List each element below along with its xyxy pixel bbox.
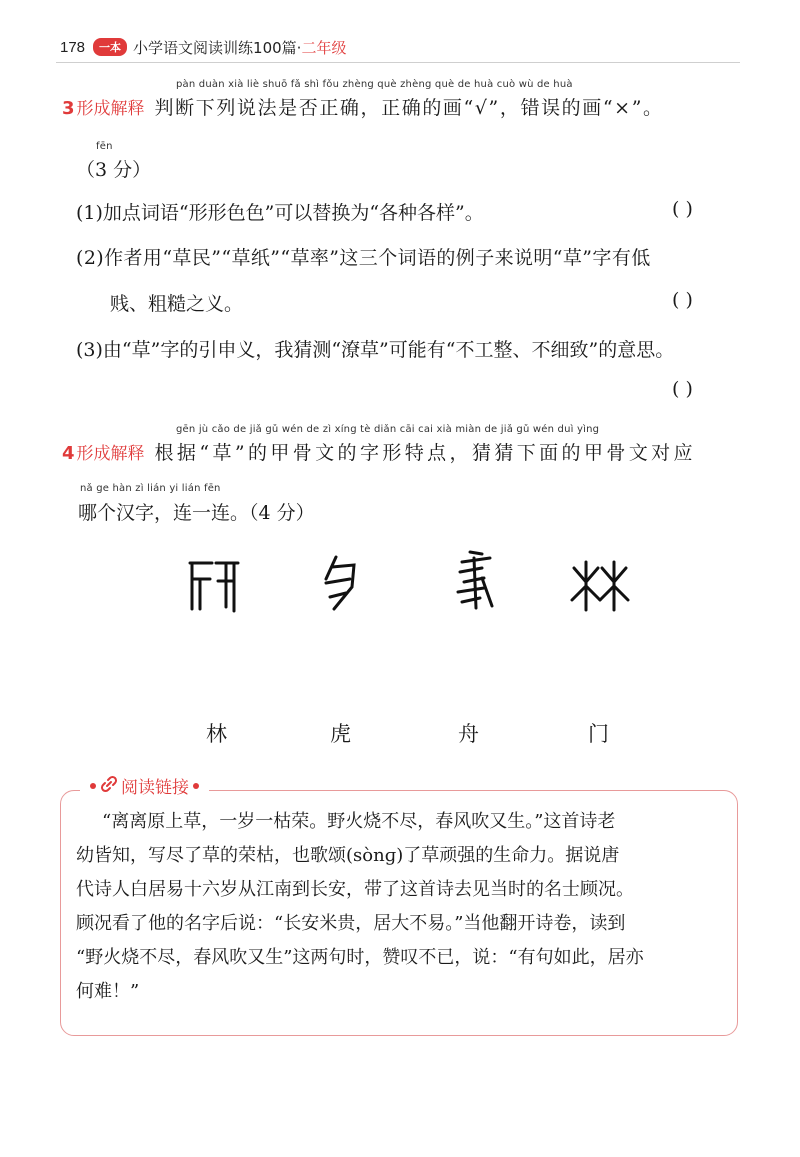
- reading-line-2: 幼皆知，写尽了草的荣枯，也歌颂(sònɡ)了草顽强的生命力。据说唐: [76, 845, 620, 866]
- match-character-lin[interactable]: 林: [206, 722, 227, 746]
- q3-item-2: (2)作者用“草民”“草纸”“草率”这三个词语的例子来说明“草”字有低: [76, 247, 651, 269]
- book-title: 小学语文阅读训练100篇·: [133, 38, 302, 57]
- q4-tag: 形成解释: [76, 444, 145, 464]
- q4-pinyin: gēn jù cǎo de jiǎ gǔ wén de zì xíng tè diǎn cāi cai xià miàn de jiǎ gǔ wén duì yìng: [176, 424, 600, 435]
- q4-heading: [62, 438, 696, 465]
- q3-answer-3[interactable]: ( ): [672, 378, 693, 400]
- oracle-bone-door-glyph[interactable]: [186, 557, 242, 615]
- grade-label: 二年级: [301, 38, 347, 57]
- q3-number: 3: [62, 98, 75, 119]
- match-character-men[interactable]: 门: [588, 722, 609, 746]
- q3-heading: [62, 93, 664, 120]
- match-character-zhou[interactable]: 舟: [458, 722, 479, 746]
- oracle-bone-tiger-glyph[interactable]: [452, 548, 500, 616]
- link-icon: [100, 775, 118, 797]
- q4-number: 4: [62, 443, 75, 464]
- q3-instruction: 判断下列说法是否正确，正确的画“√”，错误的画“×”。: [154, 97, 664, 119]
- header-divider: [56, 62, 740, 63]
- q3-answer-1[interactable]: ( ): [672, 198, 693, 220]
- title-dot-left: [90, 783, 96, 789]
- q3-tag: 形成解释: [76, 99, 145, 119]
- q4-pinyin-2: nǎ ge hàn zì lián yi lián fēn: [80, 483, 221, 494]
- oracle-bone-boat-glyph[interactable]: [322, 553, 362, 617]
- series-logo: 一本: [93, 38, 127, 56]
- q3-score: （3 分）: [76, 159, 152, 181]
- q3-item-2-continuation: 贱、粗糙之义。: [110, 293, 244, 315]
- q3-pinyin: pàn duàn xià liè shuō fǎ shì fǒu zhèng què zhèng què de huà cuò wù de huà: [176, 79, 573, 90]
- page-number: 178: [60, 38, 86, 56]
- reading-line-1: “离离原上草，一岁一枯荣。野火烧不尽，春风吹又生。”这首诗老: [102, 811, 616, 832]
- match-character-hu[interactable]: 虎: [330, 722, 351, 746]
- page-header: [60, 34, 346, 60]
- reading-line-5: “野火烧不尽，春风吹又生”这两句时，赞叹不已，说：“有句如此，居亦: [76, 947, 644, 968]
- reading-line-4: 顾况看了他的名字后说：“长安米贵，居大不易。”当他翻开诗卷，读到: [76, 913, 626, 934]
- q3-item-1: (1)加点词语“形形色色”可以替换为“各种各样”。: [76, 202, 484, 224]
- q3-score-pinyin: fēn: [96, 141, 113, 152]
- reading-line-6: 何难！”: [76, 981, 140, 1002]
- q4-instruction-2: 哪个汉字，连一连。（4 分）: [78, 502, 315, 524]
- reading-link-label: 阅读链接: [121, 778, 189, 798]
- oracle-bone-forest-glyph[interactable]: [568, 560, 632, 612]
- q3-item-3: (3)由“草”字的引申义，我猜测“潦草”可能有“不工整、不细致”的意思。: [76, 339, 675, 361]
- reading-line-3: 代诗人白居易十六岁从江南到长安，带了这首诗去见当时的名士顾况。: [76, 879, 634, 900]
- reading-link-title: [80, 773, 209, 798]
- q3-answer-2[interactable]: ( ): [672, 289, 693, 311]
- title-dot-right: [193, 783, 199, 789]
- reading-link-text: [76, 805, 726, 1009]
- q4-instruction: 根据“草”的甲骨文的字形特点，猜猜下面的甲骨文对应: [154, 442, 696, 464]
